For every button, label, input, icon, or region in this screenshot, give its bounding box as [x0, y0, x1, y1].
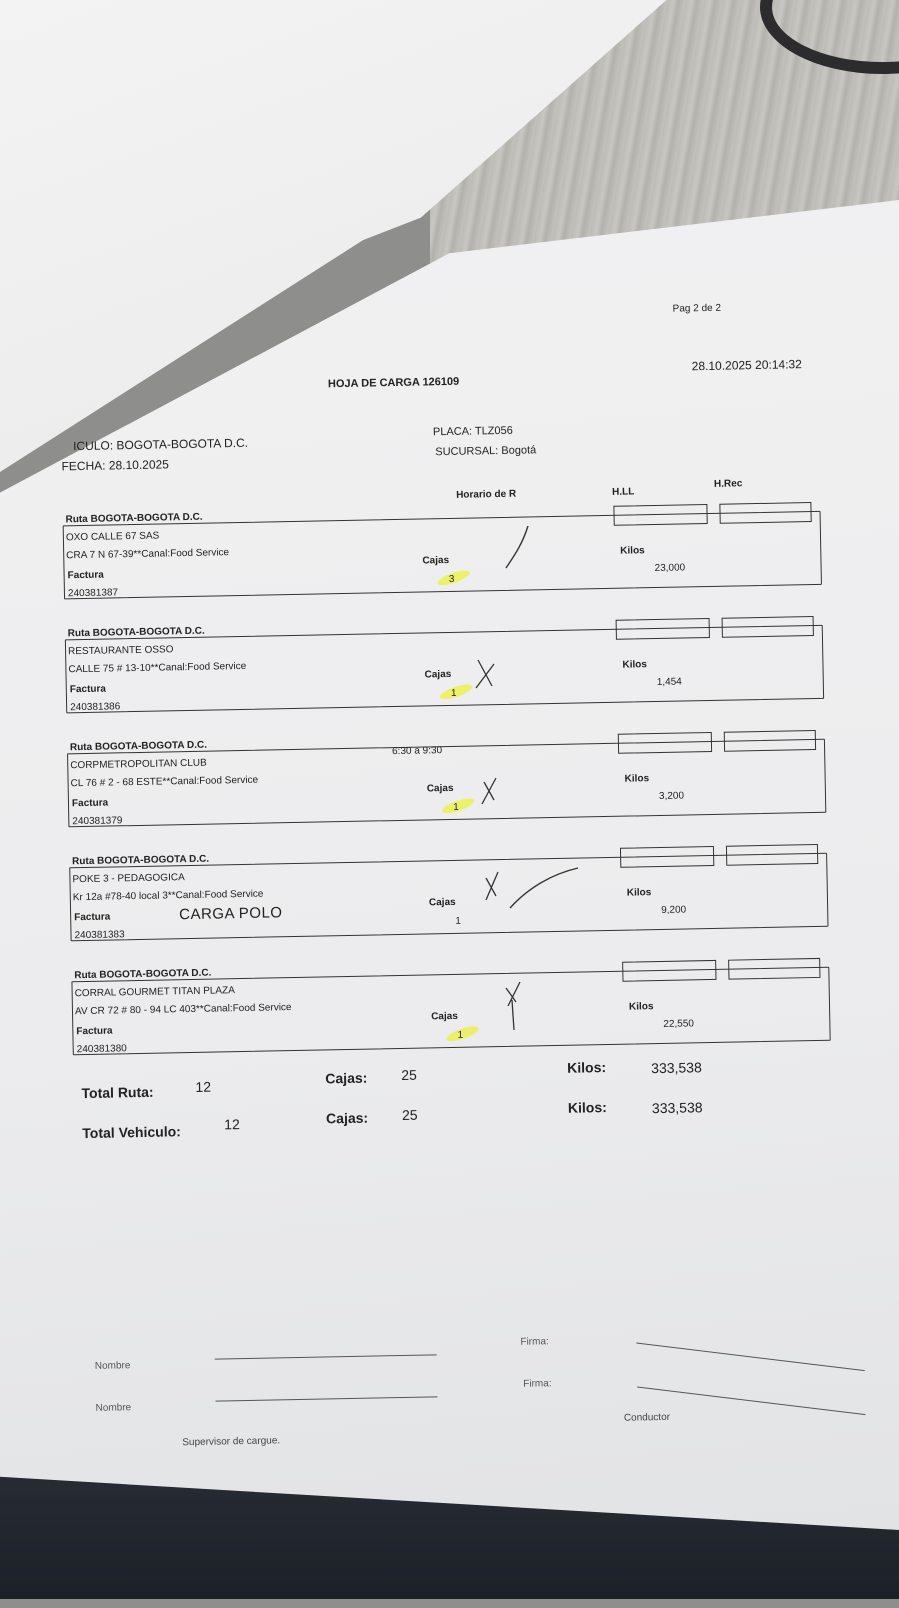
client-address: CALLE 75 # 13-10**Canal:Food Service [68, 660, 247, 676]
total-vehiculo-kilos-label: Kilos: [567, 1099, 607, 1116]
supervisor-label: Supervisor de cargue. [182, 1435, 281, 1449]
date-label: FECHA: 28.10.2025 [61, 457, 170, 474]
firma-line-1 [636, 1343, 864, 1372]
kilos-value: 9,200 [661, 904, 687, 916]
invoice-number: 240381379 [72, 815, 123, 828]
total-ruta-count: 12 [195, 1078, 212, 1095]
factura-label: Factura [69, 683, 107, 696]
client-address: CRA 7 N 67-39**Canal:Food Service [66, 547, 230, 562]
client-address: Kr 12a #78-40 local 3**Canal:Food Service [72, 888, 264, 904]
nombre-label-1: Nombre [94, 1360, 131, 1372]
horario-value: 6:30 a 9:30 [391, 745, 443, 758]
hll-field [616, 618, 710, 640]
kilos-label: Kilos [628, 1001, 654, 1013]
firma-label-1: Firma: [520, 1336, 549, 1348]
hrec-field [722, 616, 814, 638]
route-name: Ruta BOGOTA-BOGOTA D.C. [69, 739, 208, 754]
cajas-label: Cajas [431, 1010, 458, 1023]
cajas-value: 1 [457, 1029, 464, 1041]
firma-line-2 [637, 1387, 865, 1416]
cajas-value: 1 [455, 915, 461, 927]
kilos-value: 1,454 [656, 676, 682, 689]
document-title: HOJA DE CARGA 126109 [327, 375, 460, 391]
kilos-label: Kilos [622, 659, 647, 671]
route-block-4 [69, 853, 828, 942]
vehicle-label: ICULO: BOGOTA-BOGOTA D.C. [73, 435, 249, 454]
hll-field [622, 960, 716, 982]
route-block-1 [63, 511, 822, 600]
total-ruta-cajas: 25 [401, 1066, 417, 1083]
hrec-field [726, 844, 818, 866]
cajas-label: Cajas [424, 668, 452, 681]
total-ruta-kilos: 333,538 [651, 1059, 702, 1077]
document-datetime: 28.10.2025 20:14:32 [691, 357, 802, 374]
factura-label: Factura [67, 569, 104, 582]
factura-label: Factura [76, 1025, 113, 1038]
route-name: Ruta BOGOTA-BOGOTA D.C. [74, 967, 212, 982]
kilos-label: Kilos [626, 887, 652, 899]
total-ruta-cajas-label: Cajas: [325, 1069, 368, 1087]
client-name: RESTAURANTE OSSO [67, 644, 174, 658]
hll-header: H.LL [612, 486, 635, 498]
kilos-value: 23,000 [654, 562, 686, 575]
kilos-label: Kilos [624, 773, 650, 785]
cajas-value: 3 [448, 573, 455, 585]
invoice-number: 240381387 [67, 587, 119, 600]
branch-label: SUCURSAL: Bogotá [435, 444, 537, 459]
horario-header: Horario de R [456, 488, 517, 501]
kilos-value: 22,550 [663, 1018, 695, 1030]
route-block-2 [65, 625, 824, 714]
total-vehiculo-label: Total Vehiculo: [82, 1123, 181, 1142]
factura-label: Factura [74, 911, 111, 924]
client-address: AV CR 72 # 80 - 94 LC 403**Canal:Food Service [74, 1002, 292, 1018]
total-ruta-kilos-label: Kilos: [567, 1059, 607, 1076]
total-vehiculo-count: 12 [224, 1116, 240, 1133]
route-block-5 [71, 967, 830, 1056]
total-vehiculo-cajas-label: Cajas: [325, 1109, 369, 1127]
cajas-label: Cajas [422, 554, 450, 567]
cajas-label: Cajas [426, 782, 454, 795]
client-name: CORRAL GOURMET TITAN PLAZA [74, 985, 235, 1000]
client-address: CL 76 # 2 - 68 ESTE**Canal:Food Service [70, 774, 259, 790]
hll-field [613, 504, 707, 526]
client-name: CORPMETROPOLITAN CLUB [70, 757, 207, 772]
conductor-label: Conductor [623, 1411, 671, 1424]
hrec-field [719, 502, 811, 524]
cajas-label: Cajas [428, 896, 456, 909]
cajas-value: 1 [450, 687, 457, 699]
factura-label: Factura [71, 797, 109, 810]
total-ruta-label: Total Ruta: [81, 1083, 154, 1102]
nombre-line-1 [215, 1354, 437, 1359]
kilos-label: Kilos [620, 545, 645, 557]
hll-field [620, 846, 714, 868]
route-name: Ruta BOGOTA-BOGOTA D.C. [72, 853, 210, 868]
route-name: Ruta BOGOTA-BOGOTA D.C. [67, 625, 205, 640]
total-vehiculo-cajas: 25 [401, 1106, 418, 1123]
page-indicator: Pag 2 de 2 [672, 302, 722, 315]
hrec-field [724, 730, 816, 752]
plate-label: PLACA: TLZ056 [432, 424, 513, 439]
kilos-value: 3,200 [658, 790, 685, 802]
hrec-header: H.Rec [713, 478, 743, 490]
firma-label-2: Firma: [523, 1378, 552, 1390]
invoice-number: 240381386 [70, 701, 121, 714]
hll-field [618, 732, 712, 754]
invoice-number: 240381380 [76, 1043, 127, 1056]
cajas-value: 1 [453, 801, 459, 813]
total-vehiculo-kilos: 333,538 [651, 1099, 703, 1117]
route-name: Ruta BOGOTA-BOGOTA D.C. [65, 511, 203, 526]
route-block-3 [67, 739, 826, 828]
nombre-line-2 [215, 1396, 437, 1401]
client-name: POKE 3 - PEDAGOGICA [72, 872, 185, 886]
handwritten-note: CARGA POLO [178, 904, 283, 924]
nombre-label-2: Nombre [95, 1402, 132, 1414]
invoice-number: 240381383 [74, 929, 125, 942]
hrec-field [728, 958, 820, 980]
client-name: OXO CALLE 67 SAS [65, 530, 160, 544]
